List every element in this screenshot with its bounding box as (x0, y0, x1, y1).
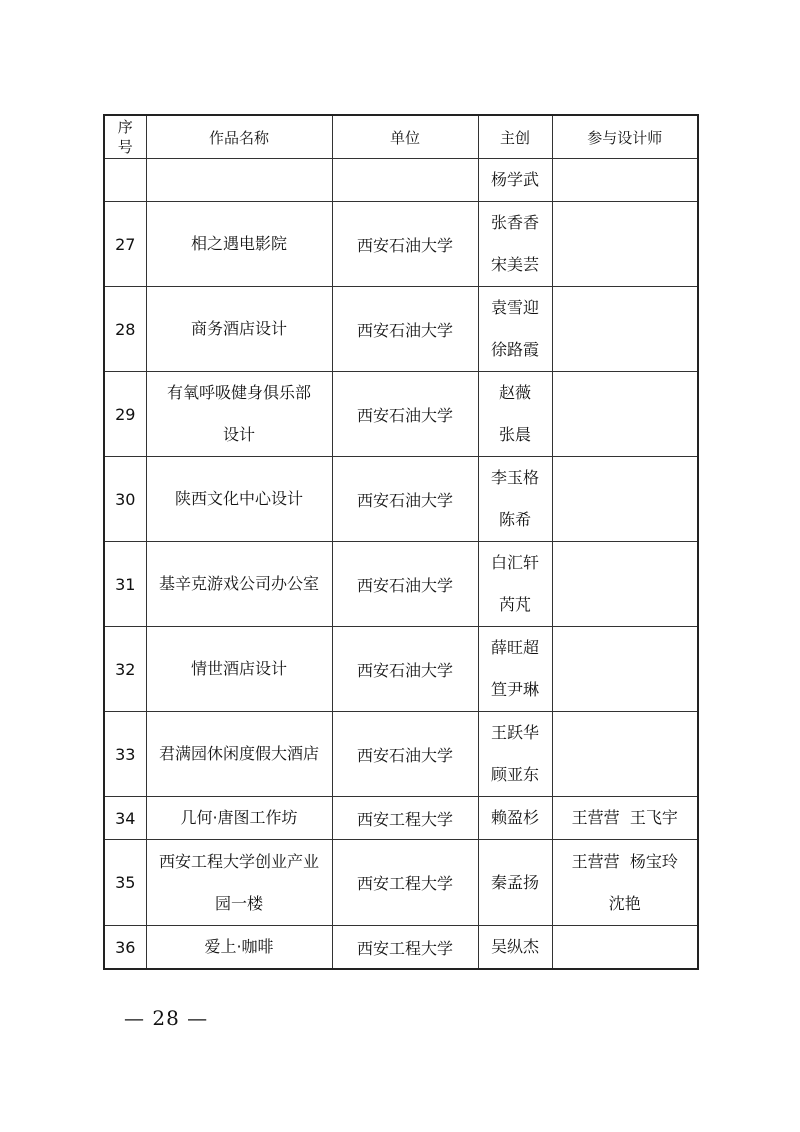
cell-lead (478, 287, 552, 372)
table-body (104, 159, 698, 970)
cell-unit: 西安石油大学 (332, 627, 478, 712)
header-seq-line2: 号 (117, 138, 133, 156)
cell-name (146, 926, 332, 970)
cell-unit: 西安石油大学 (332, 202, 478, 287)
header-row (104, 115, 698, 159)
cell-name (146, 372, 332, 457)
cell-designers-line: 王营营 杨宝玲 (571, 851, 678, 871)
cell-seq: 34 (104, 797, 146, 840)
cell-seq: 35 (104, 840, 146, 926)
cell-lead (478, 202, 552, 287)
cell-seq: 32 (104, 627, 146, 712)
cell-designers (552, 457, 698, 542)
cell-lead (478, 926, 552, 970)
cell-lead-line: 张晨 (498, 425, 531, 444)
cell-seq: 36 (104, 926, 146, 970)
award-table (103, 114, 699, 970)
cell-designers-line: 沈艳 (608, 893, 641, 913)
cell-lead-line: 陈希 (498, 510, 531, 529)
cell-lead-line: 白汇轩 (490, 553, 539, 572)
cell-lead-line: 笪尹琳 (490, 680, 539, 699)
cell-lead (478, 840, 552, 926)
cell-name-line: 西安工程大学创业产业 (158, 851, 319, 871)
cell-lead-line: 宋美芸 (490, 255, 539, 274)
cell-lead-line: 顾亚东 (490, 765, 539, 784)
table-row (104, 840, 698, 926)
header-seq (104, 115, 146, 159)
cell-lead-line: 李玉格 (490, 468, 539, 487)
header-designers: 参与设计师 (552, 115, 698, 159)
table-row (104, 797, 698, 840)
cell-name (146, 287, 332, 372)
cell-name-line: 爱上·咖啡 (204, 937, 274, 956)
cell-designers (552, 159, 698, 202)
cell-lead-line: 王跃华 (490, 723, 539, 742)
cell-name (146, 712, 332, 797)
cell-unit: 西安工程大学 (332, 840, 478, 926)
cell-seq: 27 (104, 202, 146, 287)
cell-seq (104, 159, 146, 202)
cell-unit: 西安石油大学 (332, 287, 478, 372)
cell-name-line: 园一楼 (214, 893, 263, 913)
cell-unit (332, 159, 478, 202)
cell-name-line: 相之遇电影院 (190, 234, 287, 253)
table-row (104, 542, 698, 627)
cell-name (146, 542, 332, 627)
cell-name (146, 457, 332, 542)
table-row (104, 287, 698, 372)
cell-name-line: 基辛克游戏公司办公室 (158, 574, 319, 593)
cell-lead (478, 712, 552, 797)
cell-seq: 33 (104, 712, 146, 797)
cell-name (146, 627, 332, 712)
table-row (104, 372, 698, 457)
table-row (104, 926, 698, 970)
cell-lead (478, 457, 552, 542)
cell-seq: 28 (104, 287, 146, 372)
header-seq-line1: 序 (117, 118, 133, 136)
cell-name-line: 君满园休闲度假大酒店 (158, 744, 319, 763)
cell-unit: 西安工程大学 (332, 797, 478, 840)
cell-lead-line: 吴纵杰 (490, 937, 539, 956)
cell-lead-line: 赵薇 (498, 383, 531, 402)
cell-designers (552, 840, 698, 926)
cell-designers (552, 542, 698, 627)
cell-lead-line: 秦孟扬 (490, 872, 539, 892)
cell-name-line: 商务酒店设计 (190, 319, 287, 338)
table-row (104, 627, 698, 712)
cell-lead-line: 薛旺超 (490, 638, 539, 657)
cell-name-line: 几何·唐图工作坊 (180, 808, 298, 827)
cell-unit: 西安石油大学 (332, 457, 478, 542)
cell-unit: 西安石油大学 (332, 712, 478, 797)
cell-lead-line: 袁雪迎 (490, 298, 539, 317)
cell-name-line: 设计 (222, 425, 255, 444)
cell-designers (552, 926, 698, 970)
page-number: — 28 — (124, 1006, 209, 1030)
cell-lead-line: 芮芃 (498, 595, 531, 614)
cell-lead (478, 797, 552, 840)
header-unit: 单位 (332, 115, 478, 159)
cell-unit: 西安工程大学 (332, 926, 478, 970)
cell-name-line: 有氧呼吸健身俱乐部 (166, 383, 311, 402)
cell-lead-line: 徐路霞 (490, 340, 539, 359)
cell-name (146, 202, 332, 287)
cell-designers (552, 202, 698, 287)
cell-lead (478, 542, 552, 627)
cell-lead (478, 372, 552, 457)
cell-lead (478, 627, 552, 712)
cell-unit: 西安石油大学 (332, 372, 478, 457)
cell-unit: 西安石油大学 (332, 542, 478, 627)
table-row (104, 457, 698, 542)
cell-lead-line: 张香香 (490, 213, 539, 232)
cell-name-line: 陕西文化中心设计 (174, 489, 303, 508)
cell-name (146, 797, 332, 840)
cell-name (146, 840, 332, 926)
cell-designers-line: 王营营 王飞宇 (571, 808, 678, 827)
header-lead: 主创 (478, 115, 552, 159)
cell-designers (552, 627, 698, 712)
cell-seq: 31 (104, 542, 146, 627)
cell-seq: 30 (104, 457, 146, 542)
header-work-name: 作品名称 (146, 115, 332, 159)
cell-seq: 29 (104, 372, 146, 457)
cell-name-line: 情世酒店设计 (190, 659, 287, 678)
cell-designers (552, 712, 698, 797)
cell-name (146, 159, 332, 202)
cell-lead (478, 159, 552, 202)
table-row (104, 712, 698, 797)
table-row (104, 159, 698, 202)
cell-designers (552, 287, 698, 372)
cell-lead-line: 杨学武 (490, 170, 539, 189)
cell-designers (552, 797, 698, 840)
cell-designers (552, 372, 698, 457)
cell-lead-line: 赖盈杉 (490, 808, 539, 827)
table-row (104, 202, 698, 287)
